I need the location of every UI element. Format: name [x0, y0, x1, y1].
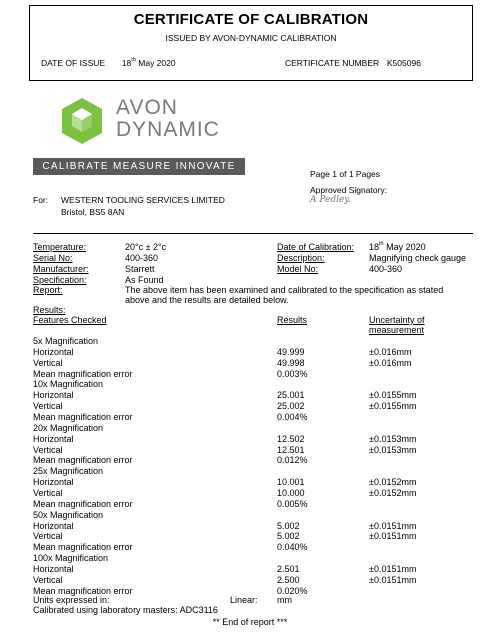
result-feature: 5x Magnification — [33, 336, 99, 346]
report-text-line-2: above and the results are detailed below. — [125, 295, 289, 305]
result-uncertainty: ±0.0151mm — [369, 520, 417, 531]
certificate-subtitle: ISSUED BY AVON-DYNAMIC CALIBRATION — [165, 33, 337, 43]
page-label: Page — [310, 169, 330, 179]
result-feature: Mean magnification error — [33, 368, 133, 379]
result-uncertainty: ±0.0152mm — [369, 487, 417, 498]
result-feature: Vertical — [33, 574, 63, 585]
result-feature: Vertical — [33, 487, 63, 498]
signatory-label: Approved Signatory: — [310, 185, 388, 195]
results-header: Results — [277, 315, 308, 325]
uncertainty-header-line-2: measurement — [369, 325, 425, 335]
client-for-label: For: — [33, 195, 49, 205]
result-feature: Mean magnification error — [33, 411, 133, 422]
serial-label: Serial No: — [33, 253, 73, 263]
result-value: 25.001 — [277, 390, 305, 401]
certificate-number-label: CERTIFICATE NUMBER — [285, 58, 380, 68]
result-feature: Vertical — [33, 444, 63, 455]
linear-value: mm — [277, 595, 292, 605]
model-label: Model No: — [277, 264, 319, 274]
result-uncertainty: ±0.0155mm — [369, 401, 417, 412]
page-of-label: of — [339, 169, 347, 179]
result-value: 0.020% — [277, 585, 308, 596]
signatory-signature: A Pedley. — [310, 195, 352, 205]
result-uncertainty: ±0.0151mm — [369, 574, 417, 585]
result-uncertainty: ±0.016mm — [369, 346, 412, 357]
result-value: 49.999 — [277, 346, 305, 357]
result-value: 10.001 — [277, 477, 305, 487]
result-feature: Horizontal — [33, 520, 74, 531]
result-uncertainty: ±0.0151mm — [369, 563, 417, 574]
laboratory-masters: Calibrated using laboratory masters: ADC3116 — [33, 605, 218, 615]
linear-label: Linear: — [230, 595, 258, 605]
result-feature: Vertical — [33, 357, 63, 368]
result-value: 0.003% — [277, 368, 308, 379]
temperature-label: Temperature: — [33, 242, 87, 252]
result-value: 0.012% — [277, 455, 308, 466]
page-number: 1 — [332, 169, 337, 179]
result-value: 0.004% — [277, 411, 308, 422]
result-feature: Horizontal — [33, 390, 74, 401]
result-value: 5.002 — [277, 531, 300, 542]
result-value: 0.040% — [277, 542, 308, 553]
end-of-report: ** End of report *** — [212, 617, 288, 627]
description-label: Description: — [277, 253, 325, 263]
serial-value: 400-360 — [125, 253, 159, 263]
result-value: 0.005% — [277, 498, 308, 509]
report-text-line-1: The above item has been examined and calibrated to the specification as stated — [125, 285, 444, 295]
calibration-date-day: 18 — [369, 242, 380, 252]
issue-date-rest: May 2020 — [138, 58, 176, 68]
result-feature: Horizontal — [33, 477, 74, 487]
calibration-date-suffix: th — [379, 241, 384, 247]
certificate-title: CERTIFICATE OF CALIBRATION — [133, 11, 369, 28]
result-feature: 25x Magnification — [33, 466, 104, 477]
specification-label: Specification: — [33, 275, 87, 285]
page-info — [310, 169, 380, 179]
result-feature: 10x Magnification — [33, 379, 104, 390]
description-value: Magnifying check gauge — [369, 253, 467, 263]
calibration-date-label: Date of Calibration: — [277, 242, 355, 252]
client-address: Bristol, BS5 8AN — [61, 207, 125, 217]
client-name: WESTERN TOOLING SERVICES LIMITED — [61, 195, 225, 205]
certificate-number-value: K505096 — [386, 58, 421, 68]
uncertainty-header-line-1: Uncertainty of — [369, 315, 425, 325]
result-feature: 100x Magnification — [33, 553, 109, 563]
results-label: Results: — [33, 305, 66, 315]
result-uncertainty: ±0.0151mm — [369, 531, 417, 542]
result-feature: 20x Magnification — [33, 422, 104, 433]
result-feature: Mean magnification error — [33, 585, 133, 596]
result-feature: Vertical — [33, 401, 63, 412]
result-feature: Vertical — [33, 531, 63, 542]
result-feature: Horizontal — [33, 433, 74, 444]
specification-value: As Found — [125, 275, 164, 285]
certificate-number-line — [285, 58, 421, 68]
features-checked-header: Features Checked — [33, 315, 107, 325]
manufacturer-label: Manufacturer: — [33, 264, 89, 274]
pages-label: Pages — [355, 169, 381, 179]
calibration-date-rest: May 2020 — [386, 242, 426, 252]
tagline-bar: CALIBRATE MEASURE INNOVATE — [33, 158, 245, 175]
result-feature: Mean magnification error — [33, 455, 133, 466]
result-feature: Mean magnification error — [33, 542, 133, 553]
result-value: 2.501 — [277, 563, 300, 574]
result-value: 2.500 — [277, 574, 300, 585]
report-label: Report: — [33, 285, 63, 295]
certificate-header — [29, 5, 473, 81]
result-value: 49.998 — [277, 357, 305, 368]
result-uncertainty: ±0.0153mm — [369, 433, 417, 444]
result-feature: Mean magnification error — [33, 498, 133, 509]
page-total: 1 — [348, 169, 354, 179]
result-value: 10.000 — [277, 487, 305, 498]
manufacturer-value: Starrett — [125, 264, 155, 274]
result-value: 12.501 — [277, 444, 305, 455]
issue-date-label: DATE OF ISSUE — [41, 58, 106, 68]
section-divider — [33, 233, 473, 234]
result-feature: Horizontal — [33, 563, 74, 574]
logo-text-dynamic: DYNAMIC — [116, 118, 220, 141]
result-uncertainty: ±0.016mm — [369, 357, 412, 368]
model-value: 400-360 — [369, 264, 403, 274]
calibration-date-value — [369, 242, 426, 252]
result-uncertainty: ±0.0152mm — [369, 477, 417, 487]
result-uncertainty: ±0.0155mm — [369, 390, 417, 401]
avon-dynamic-logo-icon — [57, 96, 107, 146]
issue-date-day: 18 — [121, 58, 132, 68]
result-uncertainty: ±0.0153mm — [369, 444, 417, 455]
logo-text-avon: AVON — [116, 96, 178, 119]
result-feature: Horizontal — [33, 346, 74, 357]
temperature-value: 20°c ± 2°c — [125, 242, 167, 252]
result-feature: 50x Magnification — [33, 509, 104, 520]
result-value: 25.002 — [277, 401, 305, 412]
issue-date-line — [41, 58, 176, 68]
issue-date-suffix: th — [131, 57, 136, 63]
units-label: Units expressed in: — [33, 595, 110, 605]
result-value: 12.502 — [277, 433, 305, 444]
result-value: 5.002 — [277, 520, 300, 531]
